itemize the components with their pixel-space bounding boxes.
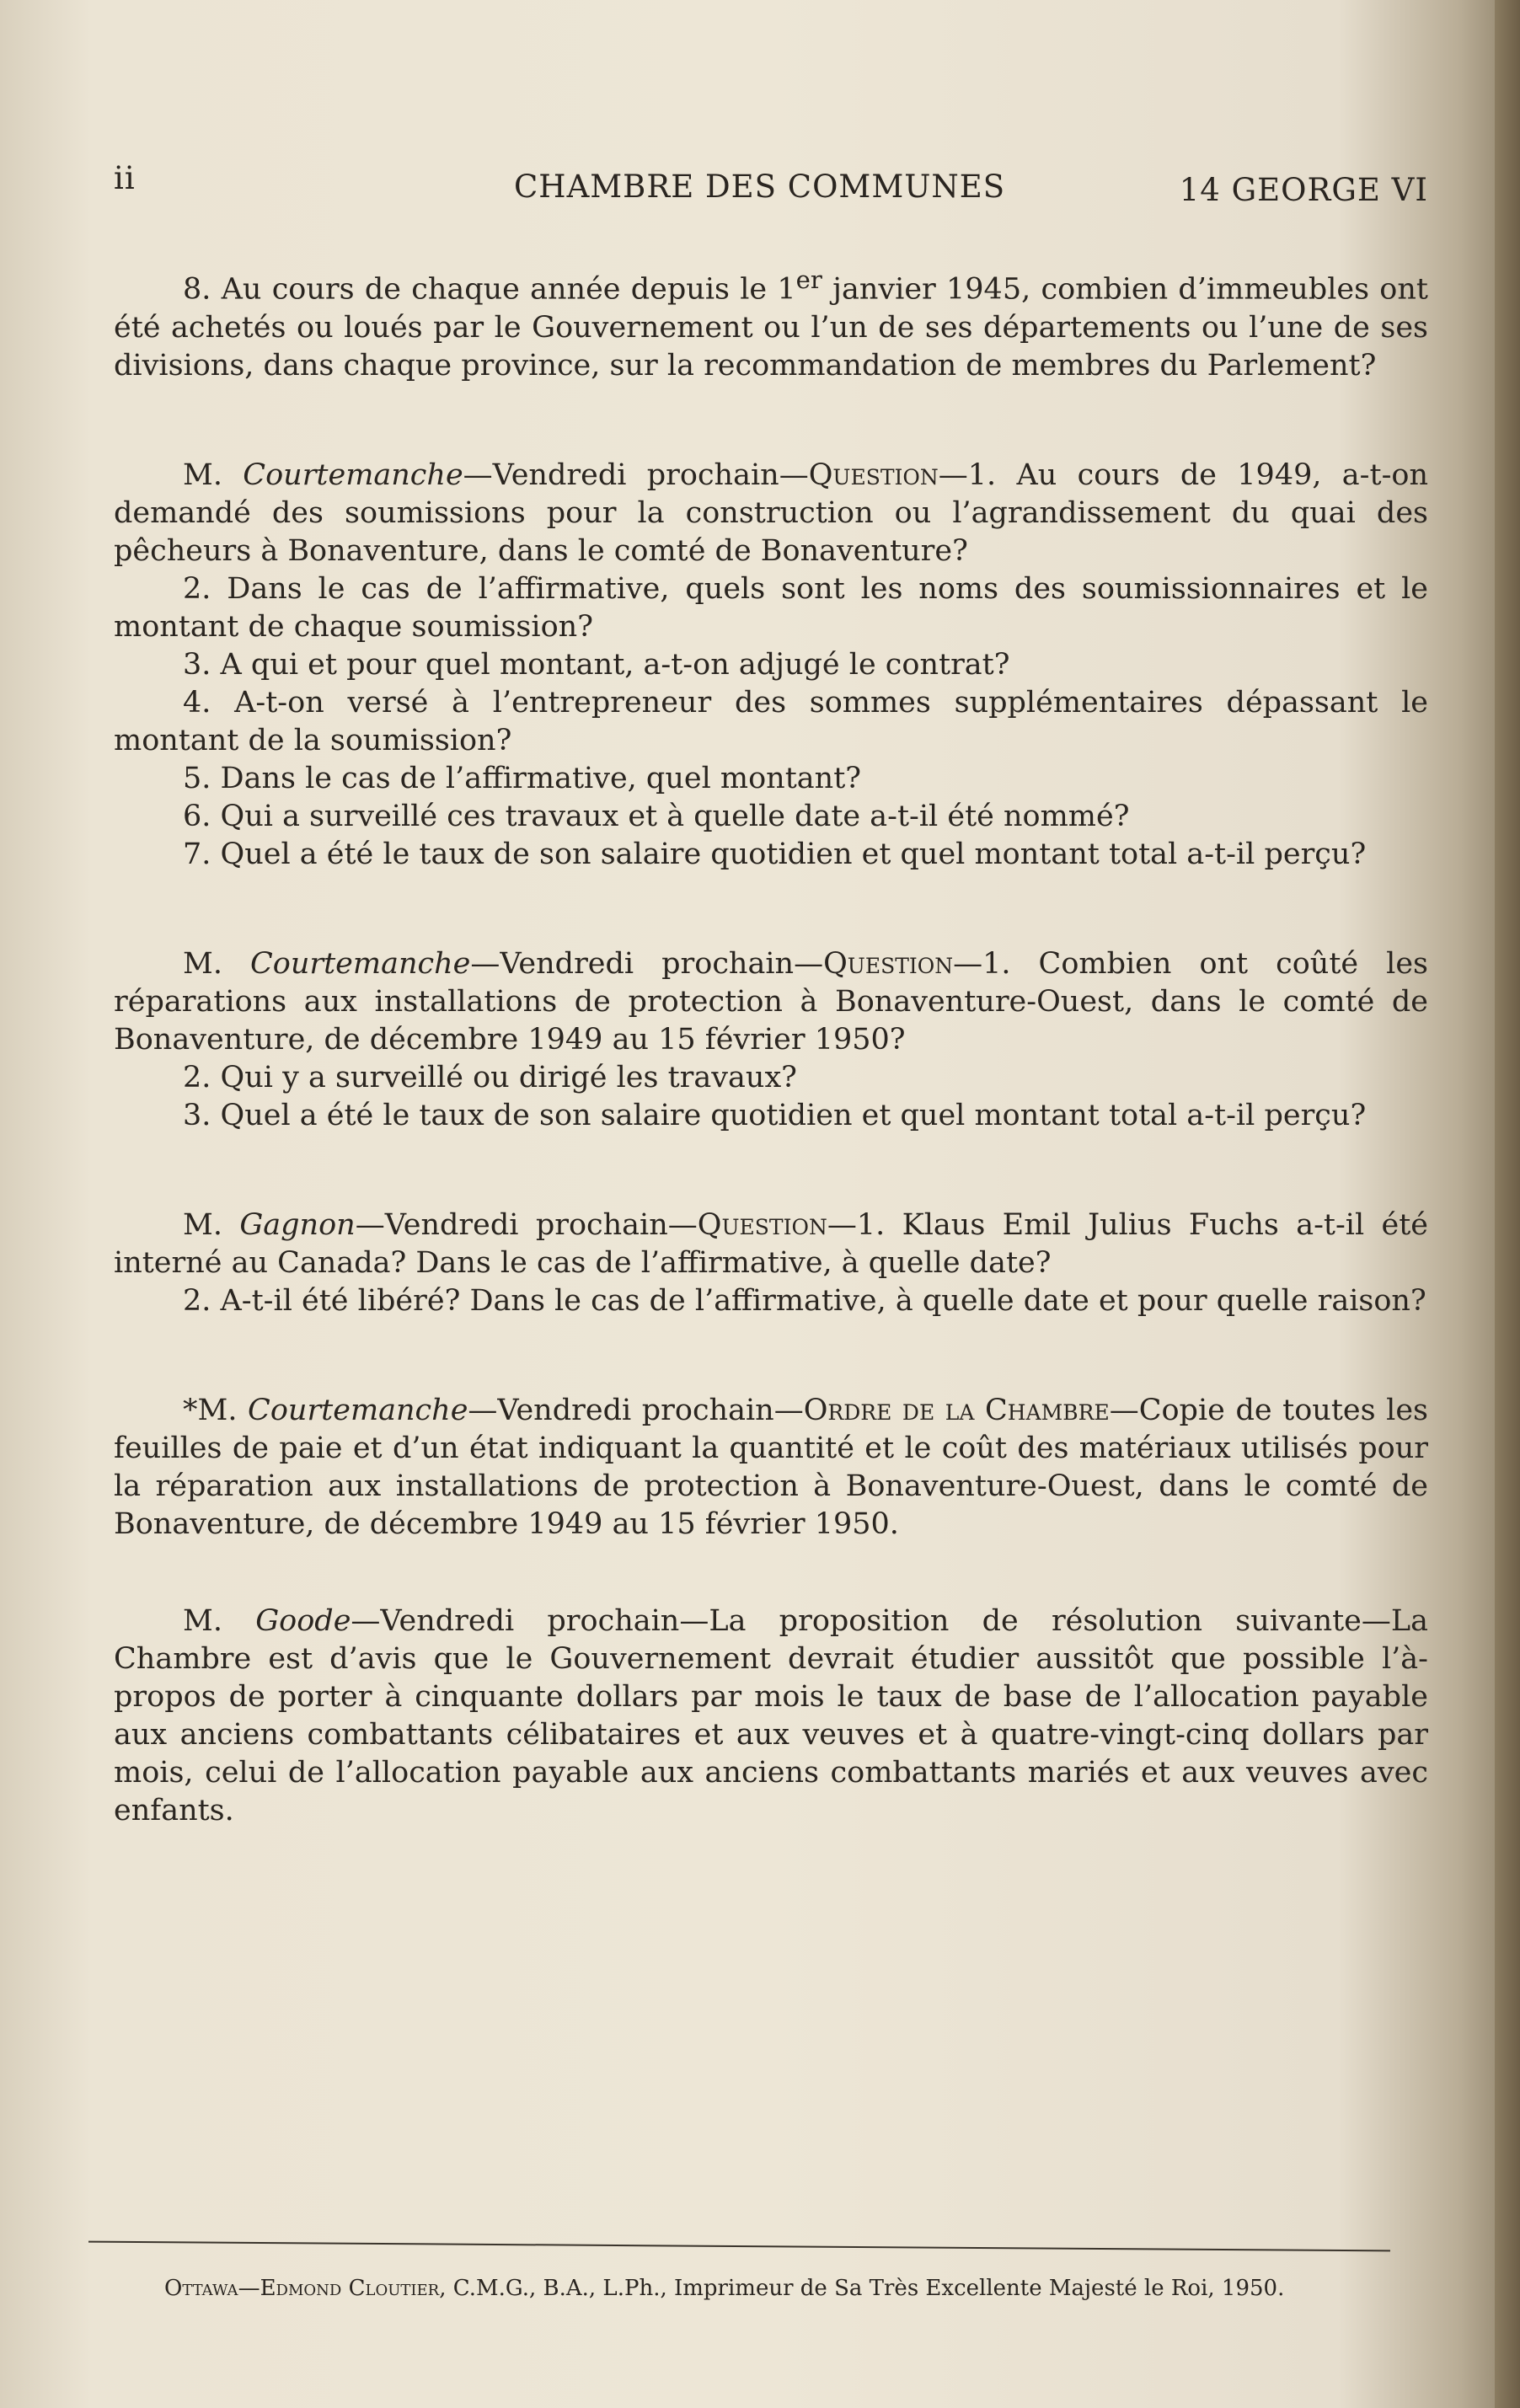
paragraph: 6. Qui a surveillé ces travaux et à quelle date a-t-il été nommé?: [183, 799, 1130, 833]
question-block-8: [114, 261, 1428, 385]
paragraph: 2. Dans le cas de l’affirmative, quels sont les noms des soumissionnaires et le montant de chaque soumission?: [114, 571, 1428, 644]
order-block-courtemanche: [114, 1392, 1428, 1544]
imprint-printer: Edmond Cloutier: [260, 2276, 440, 2301]
reign-label: 14 GEORGE VI: [1179, 172, 1428, 208]
running-title: CHAMBRE DES COMMUNES: [514, 169, 1006, 205]
imprint-details: , C.M.G., B.A., L.Ph., Imprimeur de Sa Très Excellente Majesté le Roi, 1950.: [439, 2276, 1285, 2301]
paragraph: 2. A-t-il été libéré? Dans le cas de l’affirmative, à quelle date et pour quelle raison?: [183, 1283, 1426, 1318]
page-edge: [1495, 0, 1520, 2408]
member-name: Courtemanche: [249, 946, 471, 981]
paragraph: 5. Dans le cas de l’affirmative, quel montant?: [183, 761, 862, 795]
printer-imprint: Ottawa—Edmond Cloutier, C.M.G., B.A., L.Ph., Imprimeur de Sa Très Excellente Majesté le Roi, 1950.: [164, 2276, 1285, 2301]
page-number: ii: [114, 160, 136, 196]
notice-type: Question: [808, 458, 939, 492]
paragraph: 8. Au cours de chaque année depuis le 1er janvier 1945, combien d’immeubles ont été achetés ou loués par le Gouvernement ou l’un de ses départements ou l’une de ses divisions, dans chaque province, sur la recommandation de membres du Parlement?: [114, 265, 1428, 383]
paragraph: 7. Quel a été le taux de son salaire quotidien et quel montant total a-t-il perçu?: [183, 837, 1367, 871]
question-block-courtemanche-reparations: [114, 945, 1428, 1135]
member-prefix: M.: [183, 1207, 240, 1242]
member-prefix: M.: [183, 1603, 256, 1638]
member-name: Goode: [255, 1603, 351, 1638]
paragraph: M. Gagnon—Vendredi prochain—Question—1. Klaus Emil Julius Fuchs a-t-il été interné au Canada? Dans le cas de l’affirmative, à quelle date?: [114, 1207, 1429, 1280]
imprint-place: Ottawa: [164, 2276, 238, 2301]
motion-block-goode: [114, 1603, 1428, 1830]
member-name: Courtemanche: [243, 458, 463, 492]
member-name: Gagnon: [239, 1207, 356, 1242]
paragraph: *M. Courtemanche—Vendredi prochain—Ordre de la Chambre—Copie de toutes les feuilles de paie et d’un état indiquant la quantité et le coût des matériaux utilisés pour la réparation aux installations de protection à Bonaventure-Ouest, dans le comté de Bonaventure, de décembre 1949 au 15 février 1950.: [114, 1393, 1428, 1541]
paragraph: 3. Quel a été le taux de son salaire quotidien et quel montant total a-t-il perçu?: [183, 1098, 1367, 1132]
footer-rule: [88, 2241, 1390, 2252]
paragraph: 3. A qui et pour quel montant, a-t-on adjugé le contrat?: [183, 647, 1010, 682]
notice-body: [114, 261, 1428, 1830]
question-block-gagnon: [114, 1207, 1428, 1320]
member-prefix: M.: [183, 946, 250, 981]
notice-type: Ordre de la Chambre: [803, 1393, 1110, 1427]
member-name: Courtemanche: [248, 1393, 468, 1427]
notice-type: Question: [697, 1207, 827, 1242]
paragraph: 4. A-t-on versé à l’entrepreneur des sommes supplémentaires dépassant le montant de la soumission?: [114, 685, 1428, 757]
paragraph: M. Goode—Vendredi prochain—La proposition de résolution suivante—La Chambre est d’avis que le Gouvernement devrait étudier aussitôt que possible l’à-propos de porter à cinquante dollars par mois le taux de base de l’allocation payable aux anciens combattants célibataires et aux veuves et à quatre-vingt-cinq dollars par mois, celui de l’allocation payable aux anciens combattants mariés et aux veuves avec enfants.: [114, 1603, 1429, 1827]
paragraph: 2. Qui y a surveillé ou dirigé les travaux?: [183, 1060, 797, 1094]
notice-type: Question: [823, 946, 954, 981]
paragraph: M. Courtemanche—Vendredi prochain—Question—1. Combien ont coûté les réparations aux installations de protection à Bonaventure-Ouest, dans le comté de Bonaventure, de décembre 1949 au 15 février 1950?: [114, 946, 1429, 1057]
page-header: [114, 160, 1428, 211]
paragraph: M. Courtemanche—Vendredi prochain—Question—1. Au cours de 1949, a-t-on demandé des soumissions pour la construction ou l’agrandissement du quai des pêcheurs à Bonaventure, dans le comté de Bonaventure?: [114, 458, 1429, 568]
question-block-courtemanche-quai: [114, 457, 1428, 874]
member-prefix: *M.: [183, 1393, 249, 1427]
member-prefix: M.: [183, 458, 244, 492]
